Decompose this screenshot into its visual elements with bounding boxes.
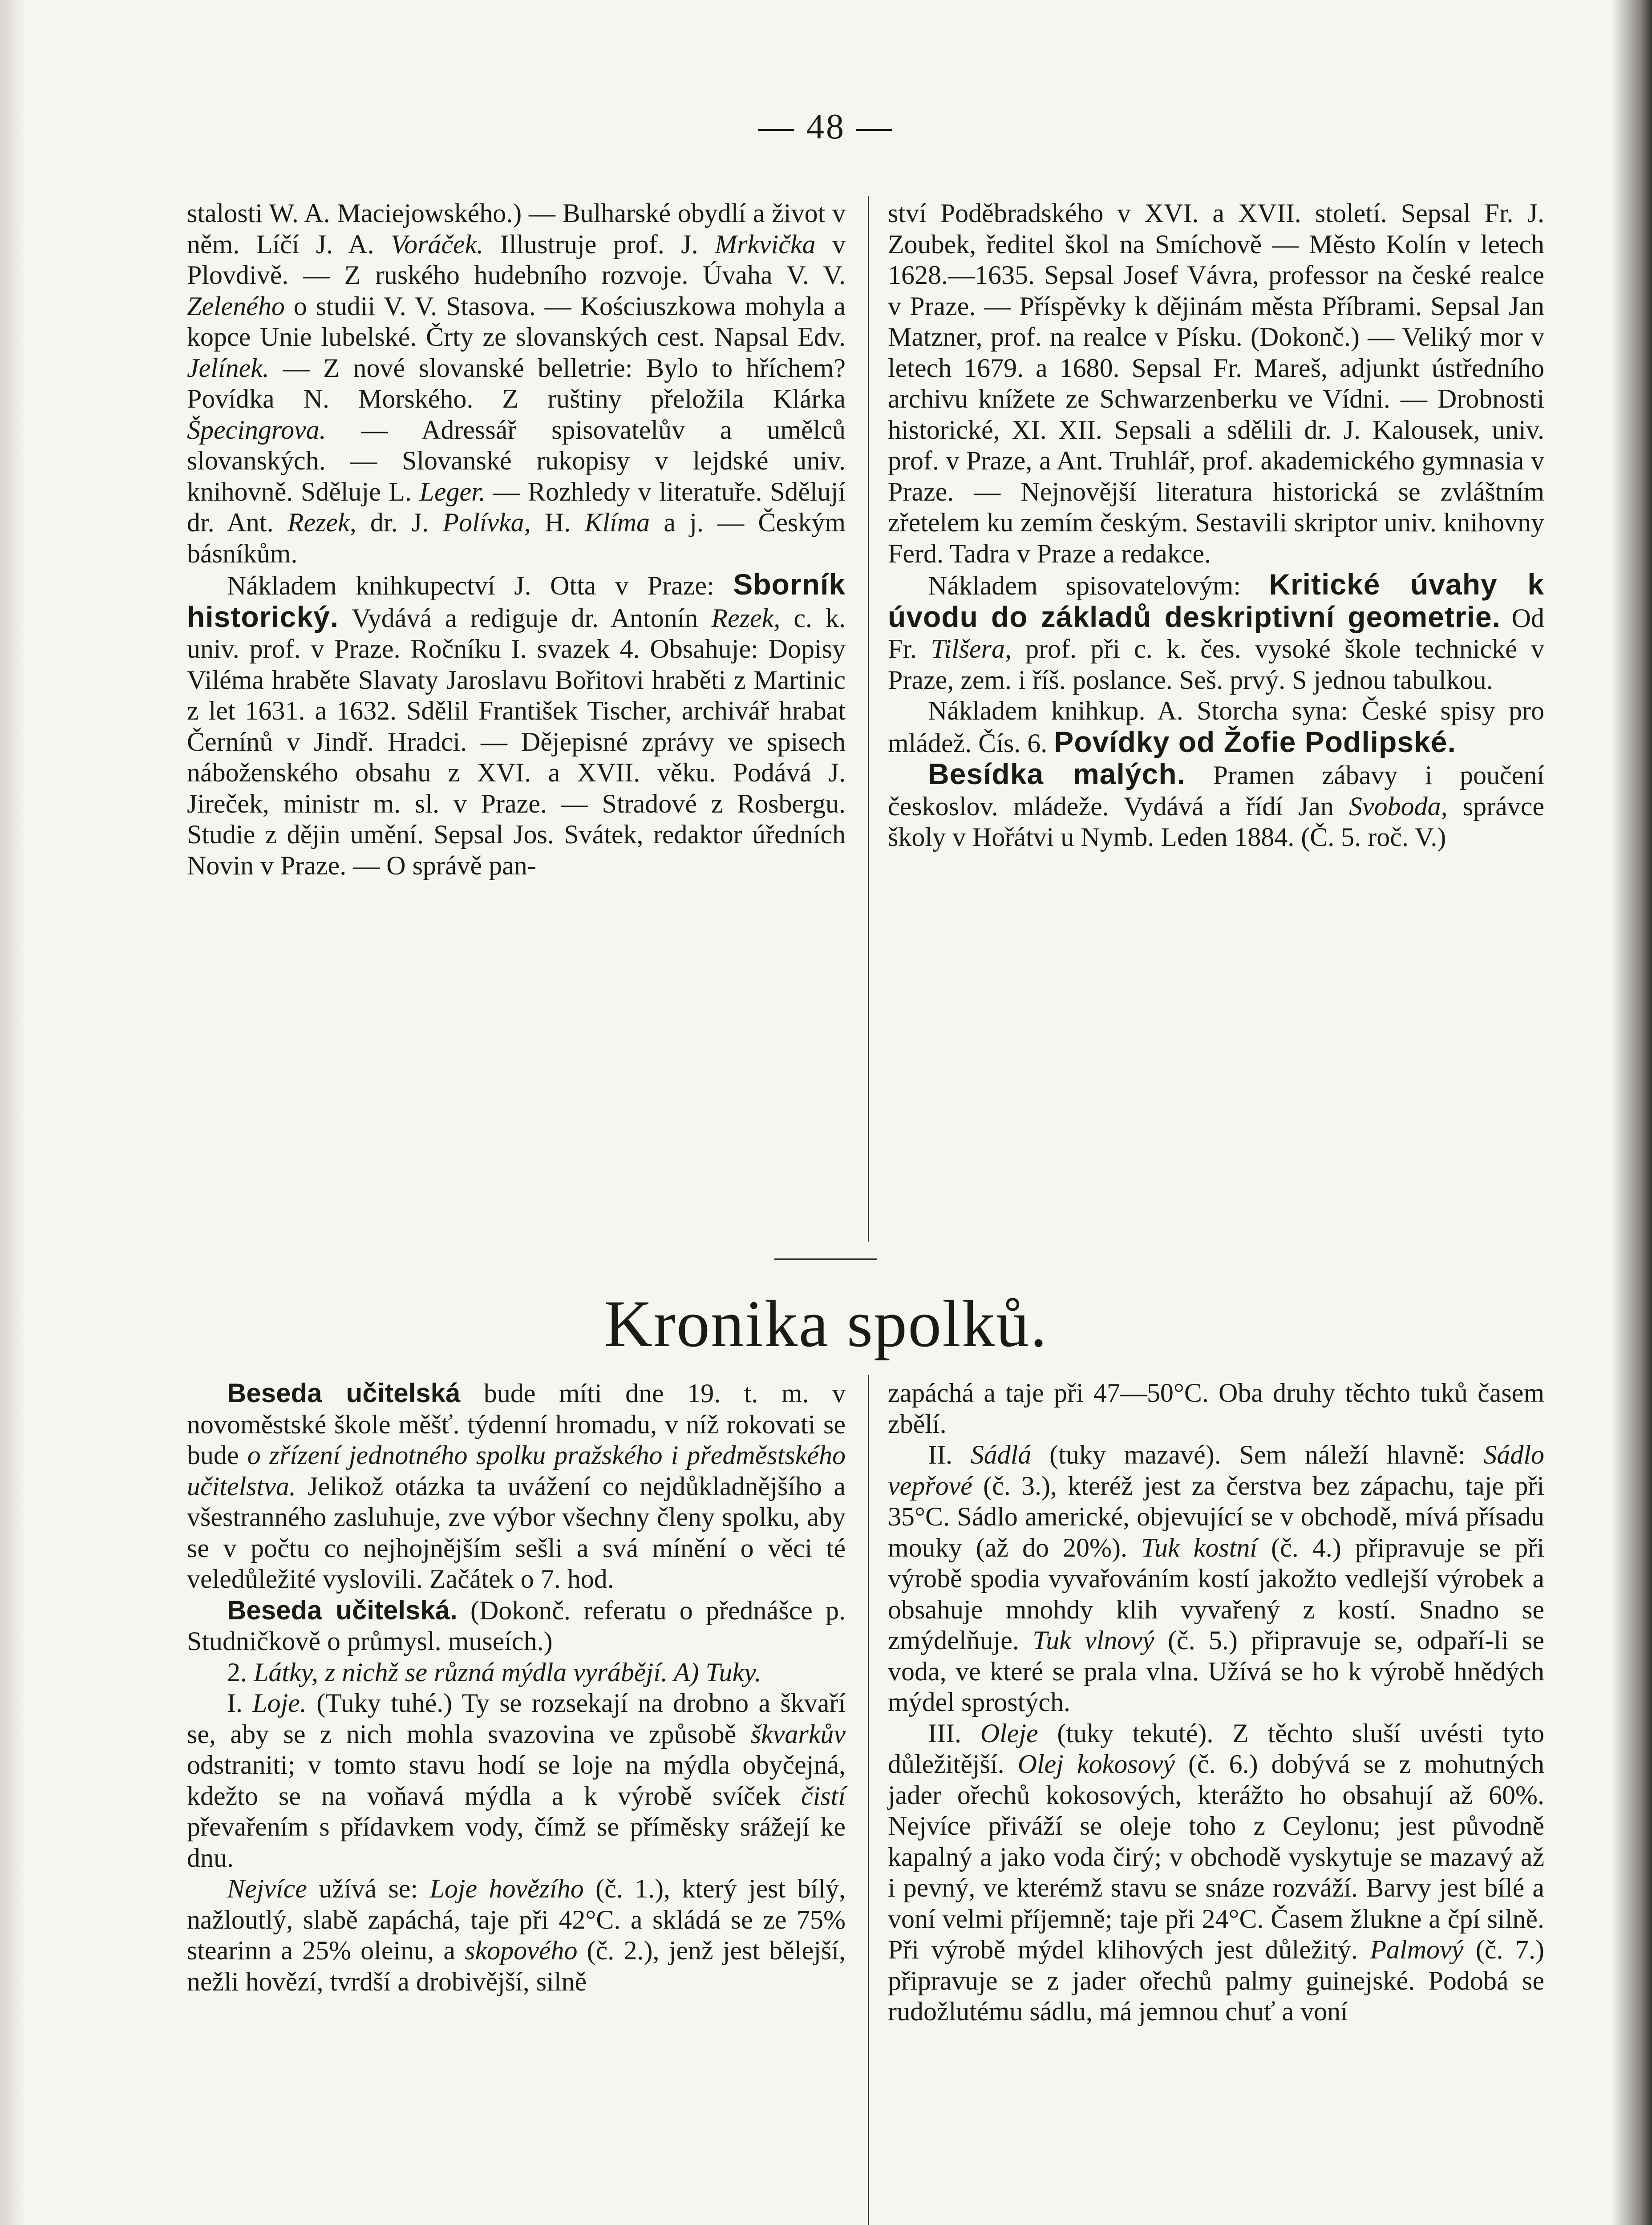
section-separator-rule xyxy=(774,1258,877,1260)
text-run: bude míti dne 19. t. m. v novoměstské škole měšť. týdenní hromadu, v níž rokovati se bude xyxy=(187,1379,846,1470)
italic-run: Svoboda, xyxy=(1349,791,1448,821)
text-run: (č. 4.) připravuje se při výrobě spodia vyvařováním kostí jakožto vedlejší výrobek a obsahuje mnohdy klih vyvařený z kostí. Snadno se zmýdelňuje. xyxy=(888,1533,1544,1655)
italic-run: skopového xyxy=(465,1936,578,1965)
text-run: — Z nové slovanské belletrie: Bylo to hříchem? Povídka N. Morského. Z ruštiny přeložila Klárka xyxy=(187,353,846,413)
text-run: o studii V. V. Stasova. — Kościuszkowa mohyla a kopce Unie lubelské. Črty ze slovanských cest. Napsal Edv. xyxy=(187,291,846,352)
text-run: 2. xyxy=(227,1657,254,1687)
text-run: dr. J. xyxy=(356,508,443,537)
paragraph xyxy=(187,1378,846,1595)
text-run: (č. 2.), jenž jest bělejší, nežli hovězí, tvrdší a drobivější, silně xyxy=(187,1936,846,1996)
text-run: (č. 3.), kteréž jest za čerstva bez zápachu, taje při 35°C. Sádlo americké, objevující se v obchodě, mívá přísadu mouky (až do 20%). xyxy=(888,1471,1544,1562)
text-run: (č. 6.) dobývá se z mohutných jader ořechů kokosových, kterážto ho obsahují až 60%. Nejvíce přiváží se oleje toho z Ceylonu; jest původně kapalný a jako voda čirý; v obchodě vyskytuje se mazavý až i pevný, ve kterémž stavu se snáze rozváží. Barvy jest bílé a voní velmi příjemně; taje při 24°C. Časem žlukne a čpí silně. Při výrobě mýdel klihových jest důležitý. xyxy=(888,1749,1544,1964)
page-edge-shadow-left xyxy=(0,0,27,2225)
lower-right-column xyxy=(888,1378,1544,2027)
italic-run: Oleje xyxy=(980,1718,1038,1748)
italic-run: Olej kokosový xyxy=(1017,1749,1175,1779)
italic-run: čistí xyxy=(801,1781,846,1811)
italic-run: Jelínek. xyxy=(187,353,269,383)
paragraph xyxy=(187,198,846,569)
text-run: (č. 1.), který jest bílý, nažloutlý, slabě zapáchá, taje při 42°C. a skládá se ze 75% stearinn a 25% oleinu, a xyxy=(187,1874,846,1965)
paragraph xyxy=(888,198,1544,569)
paragraph xyxy=(888,1440,1544,1718)
italic-run: Tilšera, xyxy=(931,634,1012,663)
italic-run: Palmový xyxy=(1370,1935,1464,1964)
italic-run: Voráček. xyxy=(391,229,484,259)
italic-run: Mrkvička xyxy=(715,229,816,259)
text-run: — Adressář spisovatelův a umělců slovanských. — Slovanské rukopisy v lejdské univ. knihovně. Sděluje L. xyxy=(187,415,846,506)
italic-run: Rezek, xyxy=(287,508,356,537)
italic-run: Sádlá xyxy=(970,1440,1032,1469)
text-run: I. xyxy=(227,1688,253,1718)
italic-run: škvarkův xyxy=(750,1719,846,1749)
italic-run: Látky, z nichž se různá mýdla vyrábějí. A) Tuky. xyxy=(254,1657,761,1687)
text-run: stalosti W. A. Maciejowského.) — Bulharské obydlí a život v něm. Líčí J. A. xyxy=(187,198,846,259)
bold-heading-run: Beseda učitelská. xyxy=(227,1595,458,1625)
text-run: H. xyxy=(530,508,585,537)
bold-heading-run: Besídka malých. xyxy=(928,757,1186,790)
text-run: (tuky mazavé). Sem náleží hlavně: xyxy=(1031,1440,1484,1469)
bold-heading-run: Povídky od Žofie Podlipské. xyxy=(1054,725,1456,758)
italic-run: Polívka, xyxy=(442,508,531,537)
italic-run: Leger. xyxy=(419,477,486,506)
bold-heading-run: Beseda učitelská xyxy=(227,1378,461,1408)
text-run: Pramen zábavy i poučení českoslov. mládeže. Vydává a řídí Jan xyxy=(888,761,1544,821)
text-run: II. xyxy=(928,1440,971,1469)
text-run: prof. při c. k. čes. vysoké škole technické v Praze, zem. i říš. poslance. Seš. prvý. S jednou tabulkou. xyxy=(888,634,1544,695)
italic-run: Loje. xyxy=(252,1688,307,1718)
paragraph xyxy=(888,1718,1544,2027)
italic-run: Špecingrova. xyxy=(187,415,326,445)
lower-left-column xyxy=(187,1378,846,1997)
paragraph xyxy=(888,569,1544,696)
text-run: c. k. univ. prof. v Praze. Ročníku I. svazek 4. Obsahuje: Dopisy Viléma hraběte Slavaty Jaroslavu Bořitovi hraběti z Martinic z let 1631. a 1632. Sdělil František Tischer, archivář hrabat Černínů v Jindř. Hradci. — Dějepisné zprávy ve spisech náboženského obsahu z XVI. a XVII. věku. Podává J. Jireček, ministr m. sl. v Praze. — Stradové z Rosbergu. Studie z dějin umění. Sepsal Jos. Svátek, redaktor úředních Novin v Praze. — O správě pan- xyxy=(187,603,846,880)
text-run: a j. — Českým básníkům. xyxy=(187,508,846,568)
column-divider-upper xyxy=(868,196,869,1242)
text-run: v Plovdivě. — Z ruského hudebního rozvoje. Úvaha V. V. xyxy=(187,229,846,290)
text-run: (č. 5.) připravuje se, odpaří-li se voda, ve které se prala vlna. Užívá se ho k výrobě hnědých mýdel sprostých. xyxy=(888,1626,1544,1717)
italic-run: Nejvíce xyxy=(227,1874,307,1903)
text-run: odstraniti; v tomto stavu hodí se loje na mýdla obyčejná, kdežto se na voňavá mýdla a k výrobě svíček xyxy=(187,1750,846,1811)
bold-heading-run: Kritické úvahy k úvodu do základů deskriptivní geometrie. xyxy=(888,568,1544,633)
text-run: Nákladem knihkupectví J. Otta v Praze: xyxy=(227,571,733,600)
text-run: užívá se: xyxy=(307,1874,430,1903)
page-edge-shadow-right xyxy=(1612,0,1652,2225)
page-number: — 48 — xyxy=(758,107,894,146)
italic-run: o zřízení jednotného spolku pražského i předměstského učitelstva. xyxy=(187,1440,846,1501)
paragraph xyxy=(888,759,1544,853)
text-run: (tuky tekuté). Z těchto sluší uvésti tyto důležitější. xyxy=(888,1718,1544,1779)
italic-run: Klíma xyxy=(584,508,650,537)
text-run: (č. 7.) připravuje se z jader ořechů palmy guinejské. Podobá se rudožlutému sádlu, má jemnou chuť a voní xyxy=(888,1935,1544,2026)
text-run: převařením s přídavkem vody, čímž se příměsky srážejí ke dnu. xyxy=(187,1812,846,1873)
text-run: Vydává a rediguje dr. Antonín xyxy=(339,603,712,633)
section-title: Kronika spolků. xyxy=(604,1287,1048,1361)
italic-run: Tuk vlnový xyxy=(1032,1626,1154,1655)
italic-run: Zeleného xyxy=(187,291,285,321)
italic-run: Tuk kostní xyxy=(1141,1533,1258,1562)
upper-right-column xyxy=(888,198,1544,853)
text-run: Nákladem knihkup. A. Storcha syna: České spisy pro mládež. Čís. 6. xyxy=(888,696,1544,758)
paragraph xyxy=(187,569,846,881)
text-run: (Tuky tuhé.) Ty se rozsekají na drobno a škvaří se, aby se z nich mohla svazovina ve způsobě xyxy=(187,1688,846,1749)
paragraph xyxy=(187,1657,846,1688)
text-run: — Rozhledy v literatuře. Sdělují dr. Ant. xyxy=(187,477,846,537)
text-run: Illustruje prof. J. xyxy=(483,229,715,259)
paragraph xyxy=(888,696,1544,759)
text-run: ství Poděbradského v XVI. a XVII. století. Sepsal Fr. J. Zoubek, ředitel škol na Smíchově — Město Kolín v letech 1628.—1635. Sepsal Josef Vávra, professor na české realce v Praze. — Příspěvky k dějinám města Příbrami. Sepsal Jan Matzner, prof. na realce v Písku. (Dokonč.) — Veliký mor v letech 1679. a 1680. Sepsal Fr. Mareš, adjunkt ústředního archivu knížete ze Schwarzenberku ve Vídni. — Drobnosti historické, XI. XII. Sepsali a sdělili dr. J. Kalousek, univ. prof. v Praze, a Ant. Truhlář, prof. akademického gymnasia v Praze. — Nejnovější literatura historická se zvláštním zřetelem ku zemím českým. Sestavili skriptor univ. knihovny Ferd. Tadra v Praze a redakce. xyxy=(888,198,1544,568)
text-run: zapáchá a taje při 47—50°C. Oba druhy těchto tuků časem zbělí. xyxy=(888,1378,1544,1439)
text-run: správce školy v Hořátvi u Nymb. Leden 1884. (Č. 5. roč. V.) xyxy=(888,791,1544,852)
paragraph xyxy=(187,1688,846,1873)
bold-heading-run: Sborník historický. xyxy=(187,568,846,633)
italic-run: Loje hovězího xyxy=(429,1874,584,1903)
text-run: Od Fr. xyxy=(888,603,1544,663)
column-divider-lower xyxy=(868,1375,869,2225)
text-run: III. xyxy=(928,1718,980,1748)
text-run: Jelikož otázka ta uvážení co nejdůkladnějšího a všestranného zasluhuje, zve výbor všechny členy spolku, aby se v počtu co nejhojnějším sešli a svá mínění o věci té veledůležité vyslovili. Začátek o 7. hod. xyxy=(187,1471,846,1594)
italic-run: Rezek, xyxy=(711,603,781,633)
paragraph xyxy=(187,1873,846,1997)
text-run: Nákladem spisovatelovým: xyxy=(928,571,1269,600)
italic-run: Sádlo vepřové xyxy=(888,1440,1544,1501)
paragraph xyxy=(187,1595,846,1657)
paragraph xyxy=(888,1378,1544,1440)
text-run: (Dokonč. referatu o přednášce p. Studničkově o průmysl. museích.) xyxy=(187,1595,846,1656)
upper-left-column xyxy=(187,198,846,881)
